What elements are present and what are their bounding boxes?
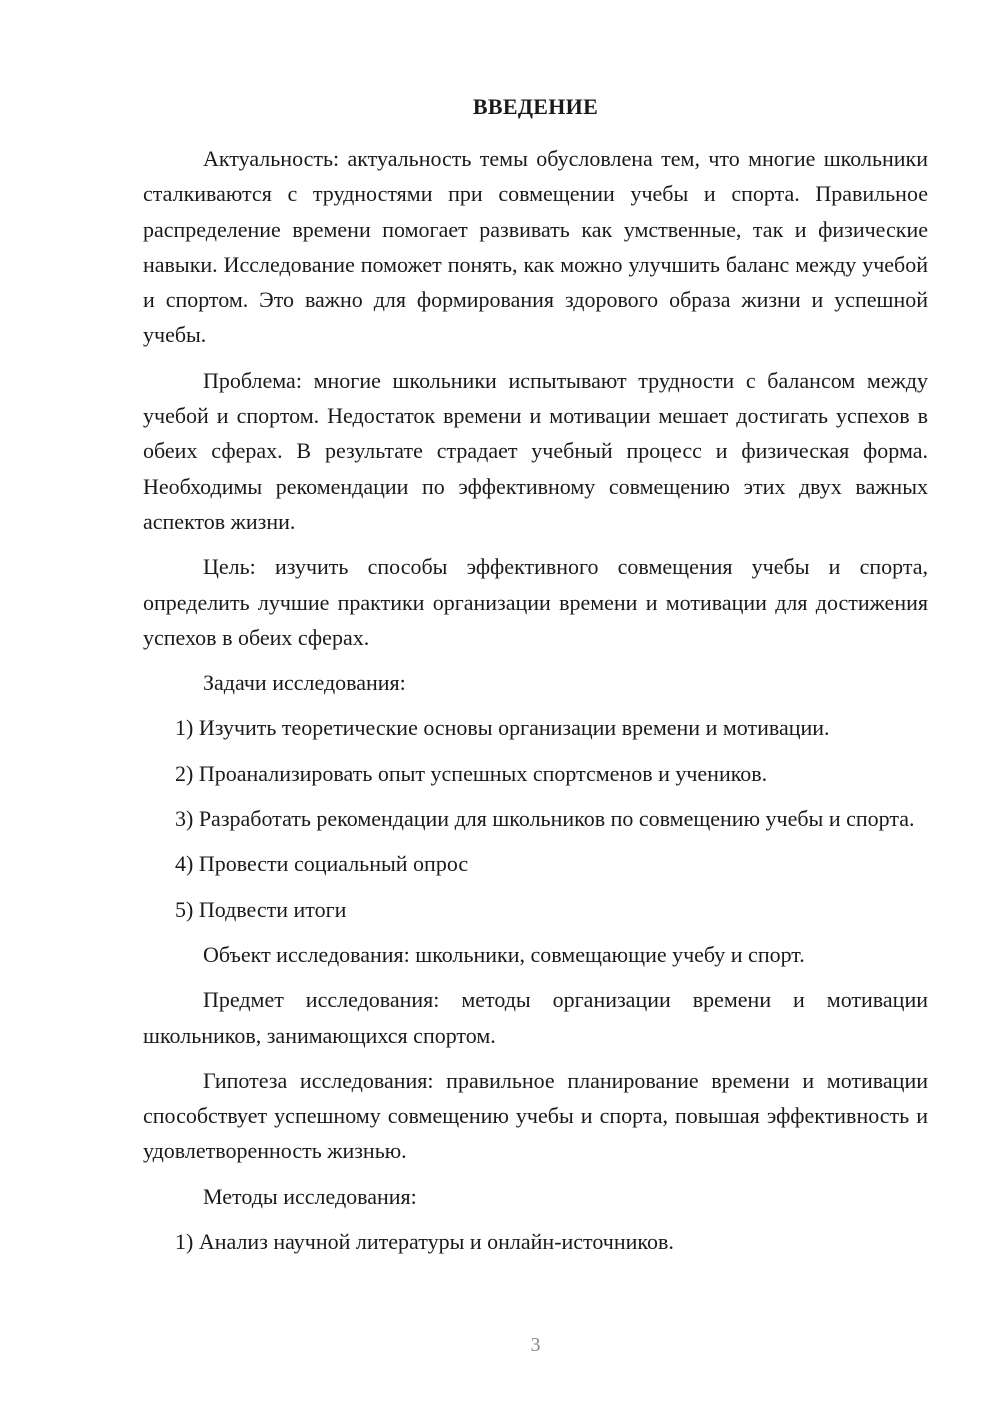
page-number: 3 xyxy=(530,1334,541,1356)
paragraph-subject: Предмет исследования: методы организации времени и мотивации школьников, занимающихся спортом. xyxy=(143,987,928,1048)
method-item-1: 1) Анализ научной литературы и онлайн-источников. xyxy=(175,1229,674,1255)
document-page xyxy=(143,0,928,1414)
task-item-4: 4) Провести социальный опрос xyxy=(175,851,469,877)
paragraph-goal: Цель: изучить способы эффективного совмещения учебы и спорта, определить лучшие практики организации времени и мотивации для достижения успехов в обеих сферах. xyxy=(143,554,928,650)
paragraph-object: Объект исследования: школьники, совмещающие учебу и спорт. xyxy=(203,941,805,967)
paragraph-hypothesis: Гипотеза исследования: правильное планирование времени и мотивации способствует успешному совмещению учебы и спорта, повышая эффективность и удовлетворенность жизнью. xyxy=(143,1067,928,1164)
paragraph-methods-heading: Методы исследования: xyxy=(203,1183,417,1209)
paragraph-tasks-heading: Задачи исследования: xyxy=(203,670,406,696)
task-item-5: 5) Подвести итоги xyxy=(175,896,347,922)
document-body xyxy=(143,141,928,1269)
task-item-2: 2) Проанализировать опыт успешных спортсменов и учеников. xyxy=(175,760,768,786)
paragraph-problem: Проблема: многие школьники испытывают трудности с балансом между учебой и спортом. Недостаток времени и мотивации мешает достигать успехов в обеих сферах. В результате страдает учебный процесс и физическая форма. Необходимы рекомендации по эффективному совмещению этих двух важных аспектов жизни. xyxy=(143,367,928,534)
task-item-1: 1) Изучить теоретические основы организации времени и мотивации. xyxy=(175,715,830,741)
task-item-3: 3) Разработать рекомендации для школьников по совмещению учебы и спорта. xyxy=(175,806,915,832)
paragraph-relevance: Актуальность: актуальность темы обусловлена тем, что многие школьники сталкиваются с трудностями при совмещении учебы и спорта. Правильное распределение времени помогает развивать как умственные, так и физические навыки. Исследование поможет понять, как можно улучшить баланс между учебой и спортом. Это важно для формирования здорового образа жизни и успешной учебы. xyxy=(143,146,928,348)
section-heading: ВВЕДЕНИЕ xyxy=(472,94,599,119)
